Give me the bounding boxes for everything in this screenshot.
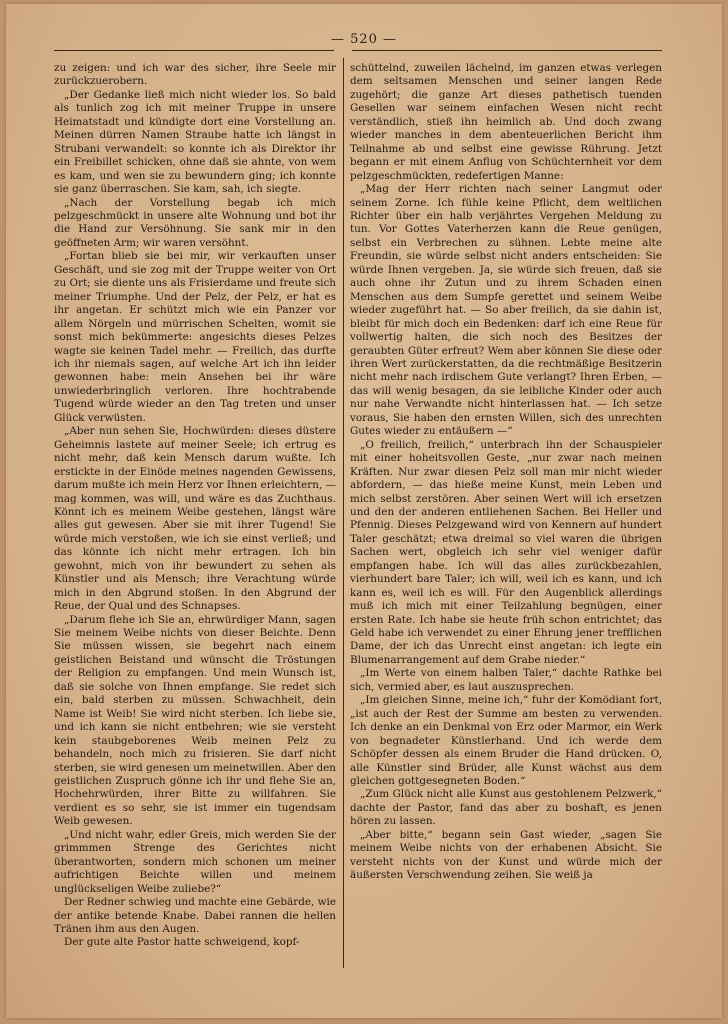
paragraph: „Und nicht wahr, edler Greis, mich werden Sie der grimmmen Strenge des Gerichtes nicht überantworten, sondern mich schonen um meiner aufrichtigen Beichte willen und meinem unglückseligen Weibe zuliebe?“ xyxy=(54,828,336,895)
right-column xyxy=(350,62,662,883)
page-number: — 520 — xyxy=(330,32,398,47)
newspaper-page xyxy=(6,4,722,1018)
paragraph: schüttelnd, zuweilen lächelnd, im ganzen etwas verlegen dem seltsamen Menschen und seiner langen Rede zugehört; die ganze Art dieses pathetisch tuenden Gesellen war seinem einfachen Wesen nicht recht verständlich, stieß ihn heimlich ab. Und doch zwang wieder manches in dem abenteuerlichen Bericht ihm Teilnahme ab und selbst eine gewisse Rührung. Jetzt begann er mit einem Anflug von Schüchternheit vor dem pelzgeschmückten, redefertigen Manne: xyxy=(350,62,662,182)
paragraph: „O freilich, freilich,“ unterbrach ihn der Schauspieler mit einer hoheitsvollen Geste, „nur zwar nach meinen Kräften. Nur zwar diesen Pelz soll man mir nicht wieder abfordern, — das hieße meine Kunst, mein Leben und mich selbst zerstören. Aber seinen Wert will ich ersetzen und den der anderen entliehenen Sachen. Bei Heller und Pfennig. Dieses Pelzgewand wird von Kennern auf hundert Taler geschätzt; etwa dreimal so viel waren die übrigen Sachen wert, obgleich ich sehr viel weniger dafür empfangen habe. Ich will das alles zurückbezahlen, vierhundert bare Taler; ich will, weil ich es kann, und ich kann es, weil ich es will. Für den Augenblick allerdings muß ich mich mit einer Teilzahlung begnügen, einer ersten Rate. Ich habe sie heute früh schon entrichtet; das Geld habe ich verwendet zu einer Ehrung jener trefflichen Dame, der ich das Unrecht einst angetan: ich legte ein Blumenarrangement auf dem Grabe nieder.“ xyxy=(350,438,662,666)
paragraph: „Zum Glück nicht alle Kunst aus gestohlenem Pelzwerk,“ dachte der Pastor, fand das aber zu boshaft, es jenen hören zu lassen. xyxy=(350,788,662,828)
paragraph: „Aber nun sehen Sie, Hochwürden: dieses düstere Geheimnis lastete auf meiner Seele; ich ertrug es nicht mehr, daß kein Mensch darum wußte. Ich erstickte in der Einöde meines nagenden Gewissens, darum mußte ich mein Herz vor Ihnen erleichtern, — mag kommen, was will, und wäre es das Zuchthaus. Könnt ich es meinem Weibe gestehen, längst wäre alles gut gewesen. Aber sie mit ihrer Tugend! Sie würde mich verstoßen, wie ich sie einst verließ; und das könnte ich nicht mehr ertragen. Ich bin gewohnt, mich von ihr bewundert zu sehen als Künstler und als Mensch; ihre Verachtung würde mich in den Abgrund stoßen. In den Abgrund der Reue, der Qual und des Schnapses. xyxy=(54,425,336,613)
paragraph: zu zeigen: und ich war des sicher, ihre Seele mir zurückzuerobern. xyxy=(54,62,336,88)
paragraph: „Mag der Herr richten nach seiner Langmut oder seinem Zorne. Ich fühle keine Pflicht, dem weltlichen Richter über ein halb verjährtes Vergehen Meldung zu tun. Vor Gottes Vaterherzen kann die Reue genügen, selbst ein Verbrechen zu sühnen. Lebte meine alte Freundin, sie würde selbst nicht anders entscheiden: Sie würde Ihnen vergeben. Ja, sie würde sich freuen, daß sie auch ohne ihr Zutun und zu ihrem Schaden einen Menschen aus dem Sumpfe gerettet und seinem Weibe wieder zugeführt hat. — So aber freilich, da sie dahin ist, bleibt für mich doch ein Bedenken: darf ich eine Reue für vollwertig halten, die sich noch des Besitzes der geraubten Güter erfreut? Wem aber können Sie diese oder ihren Wert zurückerstatten, da die rechtmäßige Besitzerin nicht mehr nach irdischem Gute verlangt? Ihren Erben, — das will wenig besagen, da sie leibliche Kinder oder auch nur nahe Verwandte nicht hinterlassen hat. — Ich setze voraus, Sie haben den ernsten Willen, sich des unrechten Gutes wieder zu entäußern —“ xyxy=(350,183,662,438)
paragraph: „Im gleichen Sinne, meine ich,“ fuhr der Komödiant fort, „ist auch der Rest der Summe am besten zu verwenden. Ich denke an ein Denkmal von Erz oder Marmor, ein Werk von begnadeter Künstlerhand. Und ich werde dem Schöpfer dessen als einem Bruder die Hand drücken. O, alle Künstler sind Brüder, alle Kunst wächst aus dem gleichen gottgesegneten Boden.“ xyxy=(350,694,662,788)
left-column xyxy=(54,62,336,950)
header-rule-left xyxy=(54,50,334,51)
paragraph: Der gute alte Pastor hatte schweigend, kopf- xyxy=(64,936,300,949)
paragraph: „Darum flehe ich Sie an, ehrwürdiger Mann, sagen Sie meinem Weibe nichts von dieser Beichte. Denn Sie müssen wissen, sie begehrt nach einem geistlichen Beistand und wünscht die Tröstungen der Religion zu empfangen. Und mein Wunsch ist, daß sie solche von Ihnen empfange. Sie redet sich ein, bald sterben zu müssen. Schwachheit, dein Name ist Weib! Sie wird nicht sterben. Ich liebe sie, und ich kann sie nicht entbehren; wie sie versteht kein staubgeborenes Weib meinen Pelz zu behandeln, noch mich zu frisieren. Sie darf nicht sterben, sie wird genesen um meinetwillen. Aber den geistlichen Zuspruch gönne ich ihr und flehe Sie an, Hochehrwürden, ihrer Bitte zu willfahren. Sie verdient es so sehr, sie ist immer ein tugendsam Weib gewesen. xyxy=(54,613,336,828)
paragraph: „Nach der Vorstellung begab ich mich pelzgeschmückt in unsere alte Wohnung und bot ihr die Hand zur Versöhnung. Sie sank mir in den geöffneten Arm; wir waren versöhnt. xyxy=(54,196,336,249)
paragraph: Der Redner schwieg und machte eine Gebärde, wie der antike betende Knabe. Dabei rannen die hellen Tränen ihm aus den Augen. xyxy=(54,896,336,935)
column-divider xyxy=(343,58,344,968)
paragraph: „Im Werte von einem halben Taler,“ dachte Rathke bei sich, vermied aber, es laut auszusprechen. xyxy=(350,667,662,693)
paragraph: „Fortan blieb sie bei mir, wir verkauften unser Geschäft, und sie zog mit der Truppe weiter von Ort zu Ort; sie diente uns als Frisierdame und freute sich meiner Triumphe. Und der Pelz, der Pelz, er hat es ihr angetan. Er schützt mich wie ein Panzer vor allem Nörgeln und mürrischen Schelten, womit sie sonst mich bekümmerte: angesichts dieses Pelzes wagte sie keinen Tadel mehr. — Freilich, das durfte ich ihr niemals sagen, auf welche Art ich ihn leider gewonnen habe: mein Ansehen bei ihr wäre unwiederbringlich verloren. Ihre hochtrabende Tugend würde wieder an den Tag treten und unser Glück verwüsten. xyxy=(54,250,336,424)
header-rule-right xyxy=(352,50,662,51)
paragraph: „Der Gedanke ließ mich nicht wieder los. So bald als tunlich zog ich mit meiner Truppe in unsere Heimatstadt und kündigte dort eine Vorstellung an. Meinen dürren Namen Straube hatte ich längst in Strubani verwandelt: so konnte ich als Direktor ihr ein Freibillet schicken, ohne daß sie ahnte, von wem es kam, und wen sie zu bewundern ging; ich konnte sie ganz überraschen. Sie kam, sah, ich siegte. xyxy=(54,88,336,196)
paragraph: „Aber bitte,“ begann sein Gast wieder, „sagen Sie meinem Weibe nichts von der erhabenen Absicht. Sie versteht nichts von der Kunst und würde mich der äußersten Verschwendung zeihen. Sie weiß ja xyxy=(350,828,662,882)
